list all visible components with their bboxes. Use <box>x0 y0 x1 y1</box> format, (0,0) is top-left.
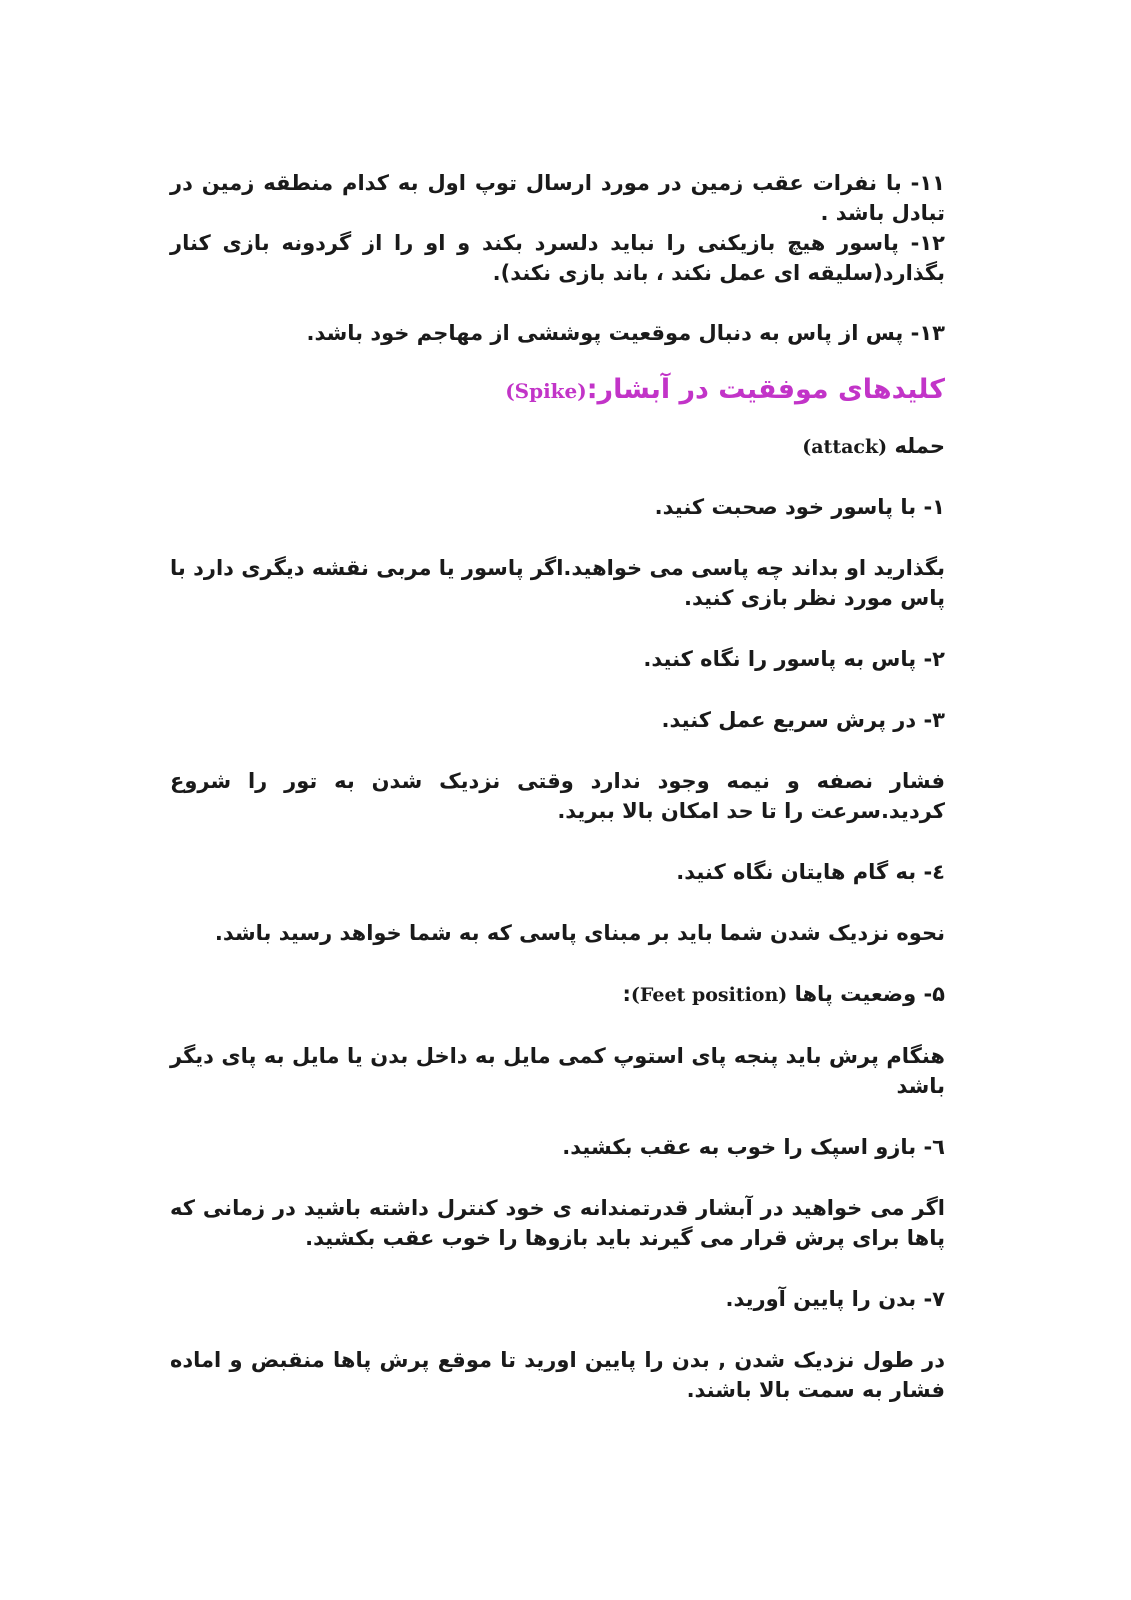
step-3-body: فشار نصفه و نیمه وجود ندارد وقتی نزدیک شدن به تور را شروع کردید.سرعت را تا حد امکان بالا ببرید. <box>170 769 945 823</box>
step-2-title: ۲- پاس به پاسور را نگاه کنید. <box>643 647 945 671</box>
document-page <box>170 168 945 1405</box>
paragraph-item-12: ۱۲- پاسور هیچ بازیکنی را نباید دلسرد بکند و او را از گردونه بازی کنار بگذارد(سلیقه ای عمل نکند ، باند بازی نکند). <box>170 231 945 285</box>
step-4-body: نحوه نزدیک شدن شما باید بر مبنای پاسی که به شما خواهد رسید باشد. <box>214 921 945 945</box>
step-7-body: در طول نزدیک شدن , بدن را پایین اورید تا موقع پرش پاها منقبض و اماده فشار به سمت بالا باشند. <box>170 1348 945 1402</box>
section-heading-latin: (Spike) <box>505 379 587 403</box>
step-3-title: ۳- در پرش سریع عمل کنید. <box>661 708 945 732</box>
step-6-body: اگر می خواهید در آبشار قدرتمندانه ی خود کنترل داشته باشید در زمانی که پاها برای پرش قرار می گیرند باید بازوها را خوب عقب بکشید. <box>170 1196 945 1250</box>
step-4-title: ٤- به گام هایتان نگاه کنید. <box>676 860 945 884</box>
step-1-body: بگذارید او بداند چه پاسی می خواهید.اگر پاسور یا مربی نقشه دیگری دارد با پاس مورد نظر بازی کنید. <box>170 556 945 610</box>
step-7-title: ۷- بدن را پایین آورید. <box>725 1287 945 1311</box>
paragraph-item-13: ۱۳- پس از پاس به دنبال موقعیت پوششی از مهاجم خود باشد. <box>306 321 945 345</box>
step-5-title <box>170 979 945 1010</box>
step-5-title-latin: (Feet position) <box>630 984 788 1006</box>
step-6-title: ٦- بازو اسپک را خوب به عقب بکشید. <box>562 1135 945 1159</box>
subheading-latin: (attack) <box>802 436 888 458</box>
step-5-body: هنگام پرش باید پنجه پای استوپ کمی مایل به داخل بدن یا مایل به پای دیگر باشد <box>170 1044 945 1098</box>
section-heading-text: کلیدهای موفقیت در آبشار: <box>586 374 945 405</box>
subheading-attack <box>170 431 945 462</box>
step-5-title-text: ۵- وضعیت پاها <box>794 982 945 1006</box>
step-1-title: ۱- با پاسور خود صحبت کنید. <box>654 495 945 519</box>
paragraph-item-11: ۱۱- با نفرات عقب زمین در مورد ارسال توپ اول به کدام منطقه زمین در تبادل باشد . <box>170 171 945 225</box>
section-heading <box>170 372 945 409</box>
step-5-title-suffix: : <box>622 982 631 1006</box>
subheading-text: حمله <box>894 434 945 458</box>
